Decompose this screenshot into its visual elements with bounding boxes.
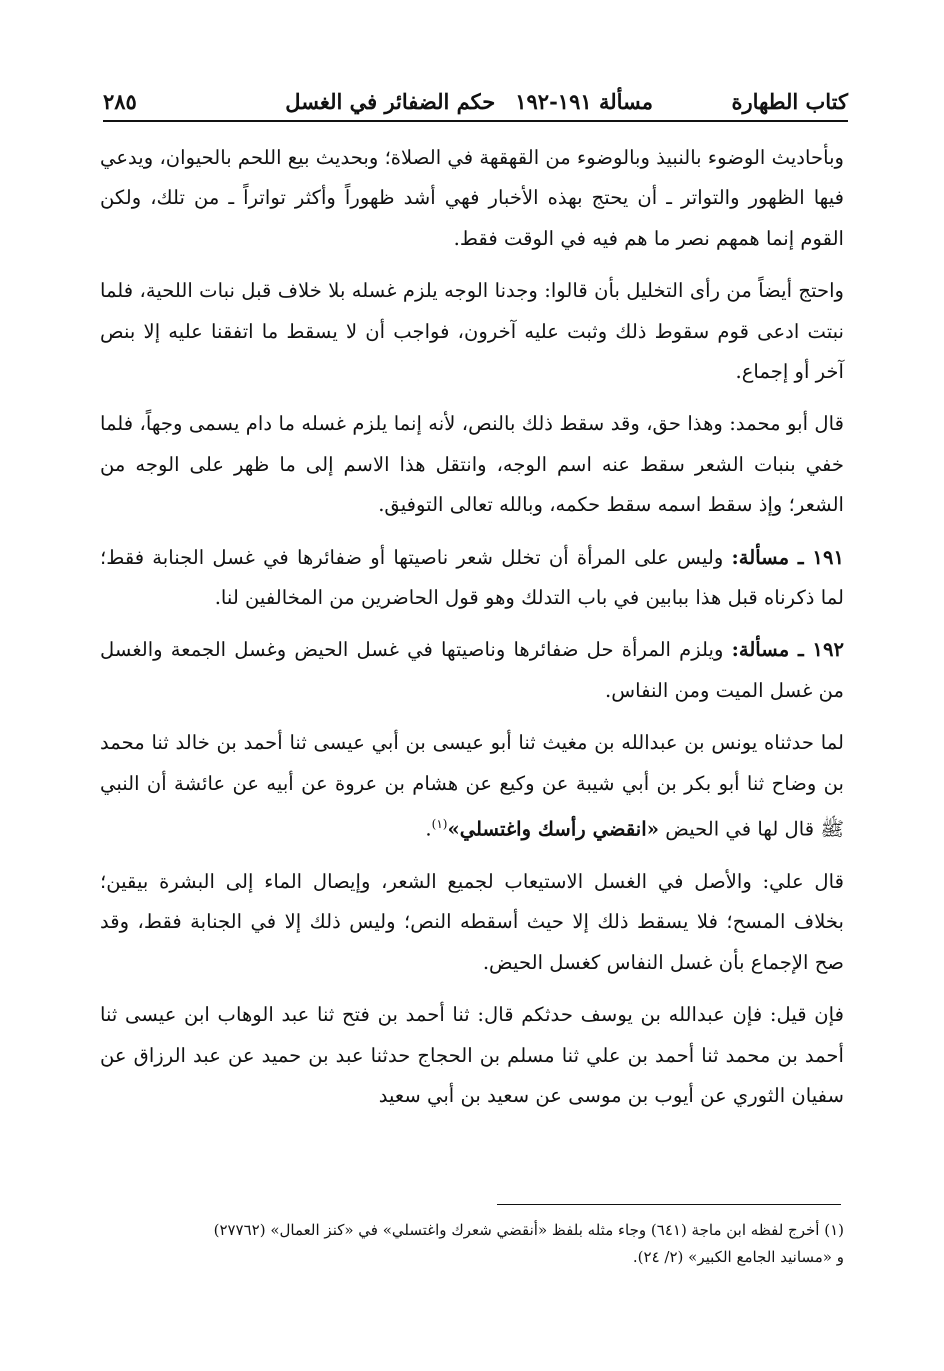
hadith-quote: «انقضي رأسك واغتسلي» — [447, 817, 659, 841]
paragraph: قال علي: والأصل في الغسل الاستيعاب لجميع الشعر، وإيصال الماء إلى البشرة بيقين؛ بخلاف المسح؛ فلا يسقط ذلك إلا حيث أسقطه النص؛ وليس ذلك إلا في الجنابة فقط، وقد صح الإجماع بأن غسل النفاس كغسل الحيض. — [100, 870, 844, 974]
hadith-chain: لما حدثناه يونس بن عبدالله بن مغيث ثنا أبو عيسى بن أبي عيسى ثنا أحمد بن خالد ثنا محمد بن وضاح ثنا أبو بكر بن أبي شيبة عن وكيع عن هشام بن عروة عن أبيه عن عائشة أن النبي ﷺ قال لها في الحيض — [100, 731, 844, 841]
paragraph: فإن قيل: فإن عبدالله بن يوسف حدثكم قال: ثنا أحمد بن فتح ثنا عبد الوهاب ابن عيسى ثنا أحمد بن محمد ثنا أحمد بن علي ثنا مسلم بن الحجاج حدثنا عبد بن حميد عن عبد الرزاق عن سفيان الثوري عن أيوب بن موسى عن سعيد بن أبي سعيد — [100, 1003, 844, 1108]
issue-label: ١٩١ ـ مسألة: — [731, 545, 844, 569]
hadith-paragraph — [100, 723, 844, 850]
page-header — [103, 84, 848, 122]
footnote-divider — [497, 1204, 841, 1205]
issue-label: ١٩٢ ـ مسألة: — [731, 638, 844, 662]
issue-range: مسألة ١٩١-١٩٢ — [515, 89, 653, 114]
footnote — [100, 1217, 844, 1271]
footnote-ref: (١) — [431, 817, 448, 832]
page-number: ٢٨٥ — [103, 89, 137, 114]
chapter-topic: حكم الضفائر في الغسل — [285, 89, 496, 114]
issue-text: ويلزم المرأة حل ضفائرها وناصيتها في غسل الحيض وغسل الجمعة والغسل من غسل الميت ومن النفاس. — [100, 638, 844, 702]
paragraph: وبأحاديث الوضوء بالنبيذ وبالوضوء من القهقهة في الصلاة؛ وبحديث بيع اللحم بالحيوان، ويدعي فيها الظهور والتواتر ـ أن يحتج بهذه الأخبار فهي أشد ظهوراً وأكثر تواتراً ـ من تلك، ولكن القوم إنما همهم نصر ما هم فيه في الوقت فقط. — [100, 146, 844, 250]
book-title: كتاب الطهارة — [731, 89, 848, 114]
paragraph: واحتج أيضاً من رأى التخليل بأن قالوا: وجدنا الوجه يلزم غسله بلا خلاف قبل نبات اللحية، فلما نبتت ادعى قوم سقوط ذلك وثبت عليه آخرون، فواجب أن لا يسقط ما اتفقنا عليه إلا بنص آخر أو إجماع. — [100, 279, 844, 384]
main-text — [100, 138, 844, 1116]
running-title — [285, 89, 653, 114]
issue-192 — [100, 630, 844, 711]
issue-191 — [100, 538, 844, 619]
footnote-line: (١) أخرج لفظه ابن ماجة (٦٤١) وجاء مثله بلفظ «أنقضي شعرك واغتسلي» في «كنز العمال» (٢٧٧٦٢) — [213, 1221, 844, 1239]
issue-text: وليس على المرأة أن تخلل شعر ناصيتها أو ضفائرها في غسل الجنابة فقط؛ لما ذكرناه قبل هذا ببابين في باب التدلك وهو قول الحاضرين من المخالفين لنا. — [100, 545, 844, 610]
hadith-end: . — [425, 817, 432, 841]
paragraph: قال أبو محمد: وهذا حق، وقد سقط ذلك بالنص، لأنه إنما يلزم غسله ما دام يسمى وجهاً، فلما خفي بنبات الشعر سقط عنه اسم الوجه، وانتقل هذا الاسم إلى ما ظهر على الوجه من الشعر؛ وإذ سقط اسمه سقط حكمه، وبالله تعالى التوفيق. — [100, 412, 844, 517]
footnote-line: و «مسانيد الجامع الكبير» (٢/ ٢٤). — [632, 1248, 844, 1266]
